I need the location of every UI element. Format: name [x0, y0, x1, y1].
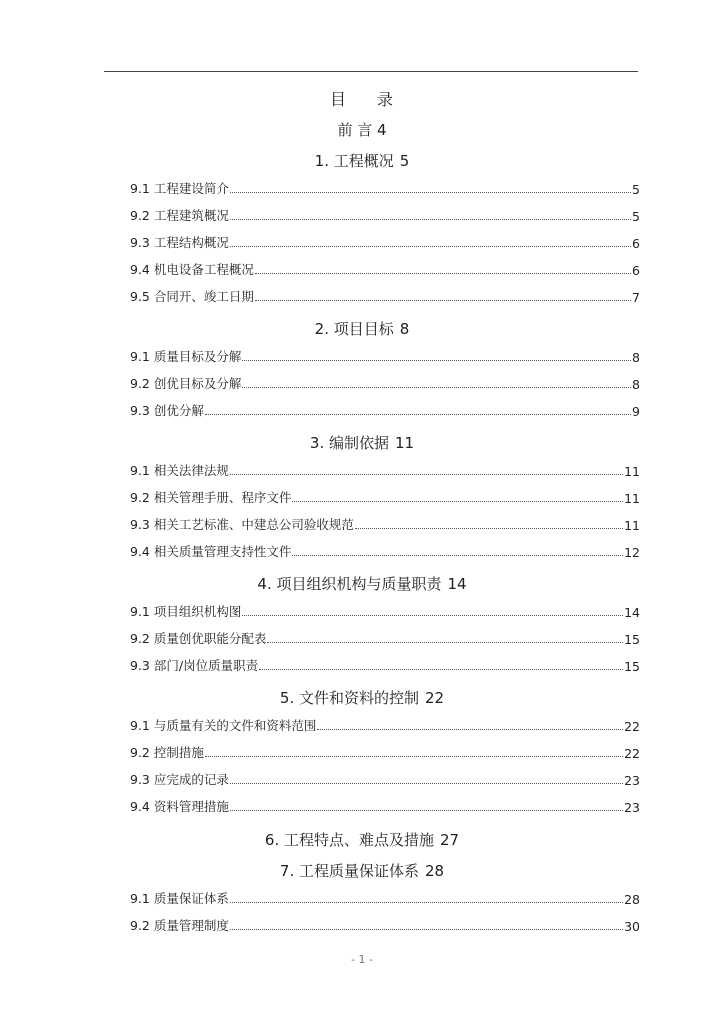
- toc-entry[interactable]: [130, 515, 640, 533]
- dot-leader: [205, 414, 631, 415]
- toc-heading[interactable]: [0, 150, 724, 171]
- heading-page: 8: [399, 320, 410, 338]
- entry-page: 15: [624, 659, 640, 674]
- entry-page: 15: [624, 632, 640, 647]
- dot-leader: [230, 246, 631, 247]
- page-number-footer: - 1 -: [351, 953, 373, 966]
- dot-leader: [205, 756, 623, 757]
- toc-entry[interactable]: [130, 287, 640, 305]
- dot-leader: [242, 387, 631, 388]
- entry-page: 8: [632, 350, 640, 365]
- toc-entry[interactable]: [130, 629, 640, 647]
- dot-leader: [230, 929, 623, 930]
- entry-text: 9.1 工程建设简介: [130, 181, 229, 196]
- toc-entry[interactable]: [130, 743, 640, 761]
- toc-entry[interactable]: [130, 656, 640, 674]
- heading-text: 7. 工程质量保证体系: [279, 862, 419, 880]
- entry-text: 9.1 相关法律法规: [130, 463, 229, 478]
- toc-entry[interactable]: [130, 461, 640, 479]
- heading-page: 22: [425, 689, 445, 707]
- dot-leader: [255, 273, 631, 274]
- heading-text: 2. 项目目标: [314, 320, 394, 338]
- toc-entry[interactable]: [130, 716, 640, 734]
- dot-leader: [242, 360, 631, 361]
- dot-leader: [230, 810, 623, 811]
- entry-page: 22: [624, 719, 640, 734]
- entry-text: 9.1 质量保证体系: [130, 891, 229, 906]
- toc-heading[interactable]: [0, 432, 724, 453]
- toc-entry[interactable]: [130, 488, 640, 506]
- dot-leader: [255, 300, 631, 301]
- entry-page: 22: [624, 746, 640, 761]
- heading-text: 6. 工程特点、难点及措施: [264, 831, 434, 849]
- entry-page: 23: [624, 773, 640, 788]
- toc-entry[interactable]: [130, 542, 640, 560]
- toc-title: [0, 87, 724, 110]
- toc-entry[interactable]: [130, 770, 640, 788]
- toc-entry[interactable]: [130, 179, 640, 197]
- preface-heading[interactable]: 前 言 4: [337, 121, 387, 139]
- toc-entry[interactable]: [130, 602, 640, 620]
- entry-page: 11: [624, 464, 640, 479]
- entry-text: 9.1 与质量有关的文件和资料范围: [130, 718, 317, 733]
- entry-page: 5: [632, 209, 640, 224]
- entry-text: 9.2 相关管理手册、程序文件: [130, 490, 292, 505]
- entry-page: 14: [624, 605, 640, 620]
- toc-entry[interactable]: [130, 889, 640, 907]
- dot-leader: [230, 192, 631, 193]
- entry-text: 9.5 合同开、竣工日期: [130, 289, 254, 304]
- heading-page: 5: [399, 152, 410, 170]
- dot-leader: [292, 555, 623, 556]
- heading-page: 14: [447, 575, 467, 593]
- header-rule: [104, 71, 638, 72]
- toc-heading[interactable]: [0, 860, 724, 881]
- heading-page: 11: [395, 434, 415, 452]
- dot-leader: [267, 642, 623, 643]
- toc-entry[interactable]: [130, 916, 640, 934]
- toc-entry[interactable]: [130, 374, 640, 392]
- entry-page: 7: [632, 290, 640, 305]
- heading-page: 27: [440, 831, 460, 849]
- dot-leader: [230, 219, 631, 220]
- heading-page: 28: [425, 862, 445, 880]
- dot-leader: [230, 783, 623, 784]
- entry-page: 28: [624, 892, 640, 907]
- toc-entry[interactable]: [130, 233, 640, 251]
- heading-text: 1. 工程概况: [314, 152, 394, 170]
- entry-text: 9.3 应完成的记录: [130, 772, 229, 787]
- entry-page: 23: [624, 800, 640, 815]
- dot-leader: [230, 474, 623, 475]
- dot-leader: [355, 528, 623, 529]
- toc-entry[interactable]: [130, 347, 640, 365]
- entry-text: 9.2 创优目标及分解: [130, 376, 242, 391]
- entry-page: 12: [624, 545, 640, 560]
- entry-text: 9.3 部门/岗位质量职责: [130, 658, 259, 673]
- toc-heading[interactable]: [0, 687, 724, 708]
- dot-leader: [292, 501, 623, 502]
- heading-text: 5. 文件和资料的控制: [279, 689, 419, 707]
- toc-entry[interactable]: [130, 206, 640, 224]
- dot-leader: [259, 669, 623, 670]
- entry-text: 9.1 项目组织机构图: [130, 604, 242, 619]
- entry-page: 6: [632, 236, 640, 251]
- entry-page: 8: [632, 377, 640, 392]
- toc-title-char-2: 录: [377, 90, 395, 109]
- dot-leader: [230, 902, 623, 903]
- toc-heading[interactable]: [0, 573, 724, 594]
- toc-heading[interactable]: [0, 829, 724, 850]
- toc-entry[interactable]: [130, 797, 640, 815]
- entry-page: 9: [632, 404, 640, 419]
- entry-text: 9.1 质量目标及分解: [130, 349, 242, 364]
- entry-text: 9.3 工程结构概况: [130, 235, 229, 250]
- toc-entry[interactable]: [130, 260, 640, 278]
- entry-page: 5: [632, 182, 640, 197]
- entry-text: 9.3 创优分解: [130, 403, 204, 418]
- entry-text: 9.4 资料管理措施: [130, 799, 229, 814]
- entry-text: 9.2 质量管理制度: [130, 918, 229, 933]
- entry-page: 30: [624, 919, 640, 934]
- toc-title-char-1: 目: [329, 90, 347, 109]
- entry-text: 9.2 工程建筑概况: [130, 208, 229, 223]
- toc-heading[interactable]: [0, 318, 724, 339]
- dot-leader: [317, 729, 623, 730]
- entry-text: 9.2 质量创优职能分配表: [130, 631, 267, 646]
- toc-entry[interactable]: [130, 401, 640, 419]
- entry-text: 9.4 相关质量管理支持性文件: [130, 544, 292, 559]
- heading-text: 4. 项目组织机构与质量职责: [257, 575, 442, 593]
- entry-page: 11: [624, 518, 640, 533]
- entry-text: 9.2 控制措施: [130, 745, 204, 760]
- entry-text: 9.3 相关工艺标准、中建总公司验收规范: [130, 517, 354, 532]
- heading-text: 3. 编制依据: [309, 434, 389, 452]
- entry-page: 6: [632, 263, 640, 278]
- entry-page: 11: [624, 491, 640, 506]
- dot-leader: [242, 615, 623, 616]
- entry-text: 9.4 机电设备工程概况: [130, 262, 254, 277]
